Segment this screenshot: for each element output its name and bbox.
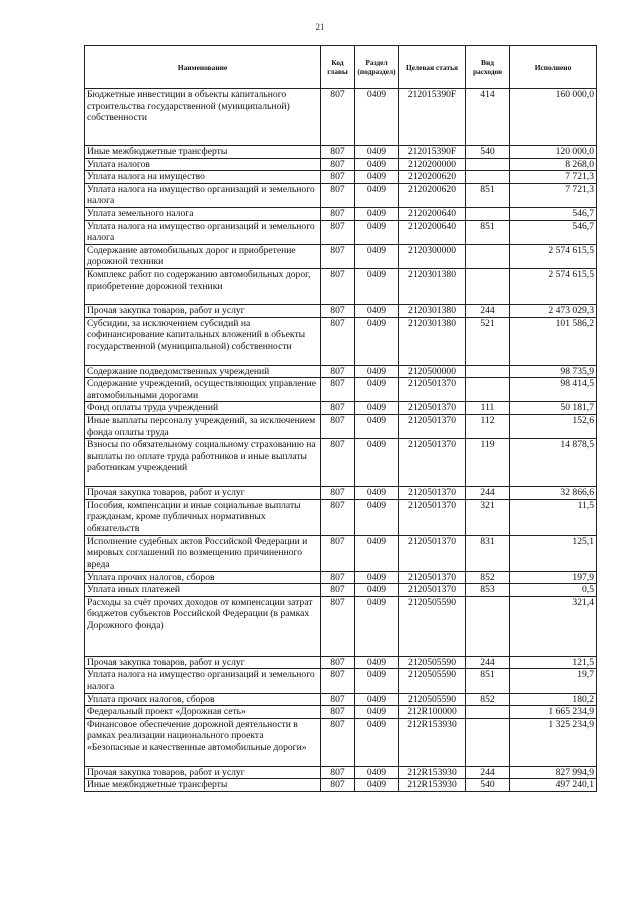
- cell-target: 2120501370: [399, 584, 466, 597]
- cell-name: Финансовое обеспечение дорожной деятельности в рамках реализации национального проекта «Безопасные и качественные автомобильные дороги»: [85, 718, 321, 766]
- cell-done: 7 721,3: [510, 183, 597, 207]
- cell-code: 807: [321, 378, 355, 402]
- table-row: [85, 656, 597, 669]
- cell-name: Уплата налога на имущество организаций и земельного налога: [85, 669, 321, 693]
- cell-done: 2 574 615,5: [510, 268, 597, 304]
- cell-target: 212015390F: [399, 146, 466, 159]
- cell-name: Уплата налога на имущество: [85, 171, 321, 184]
- cell-done: 11,5: [510, 499, 597, 535]
- cell-done: 1 325 234,9: [510, 718, 597, 766]
- cell-kind: [466, 244, 510, 268]
- cell-code: 807: [321, 439, 355, 487]
- cell-name: Содержание подведомственных учреждений: [85, 365, 321, 378]
- cell-name: Исполнение судебных актов Российской Федерации и мировых соглашений по возмещению причиненного вреда: [85, 535, 321, 571]
- cell-done: 497 240,1: [510, 779, 597, 792]
- cell-kind: [466, 207, 510, 220]
- cell-done: 98 735,9: [510, 365, 597, 378]
- cell-section: 0409: [355, 378, 399, 402]
- table-body: [85, 89, 597, 792]
- cell-target: 2120301380: [399, 268, 466, 304]
- cell-section: 0409: [355, 487, 399, 500]
- table-row: [85, 669, 597, 693]
- table-row: [85, 158, 597, 171]
- cell-code: 807: [321, 656, 355, 669]
- cell-name: Субсидии, за исключением субсидий на софинансирование капитальных вложений в объекты государственной (муниципальной) собственности: [85, 317, 321, 365]
- cell-target: 2120501370: [399, 487, 466, 500]
- table-row: [85, 571, 597, 584]
- cell-target: 2120505590: [399, 656, 466, 669]
- cell-section: 0409: [355, 693, 399, 706]
- cell-target: 212R153930: [399, 766, 466, 779]
- cell-name: Уплата прочих налогов, сборов: [85, 693, 321, 706]
- cell-section: 0409: [355, 89, 399, 146]
- cell-target: 2120501370: [399, 571, 466, 584]
- cell-kind: 244: [466, 656, 510, 669]
- header-section: Раздел (подраздел): [355, 46, 399, 89]
- cell-done: 98 414,5: [510, 378, 597, 402]
- cell-target: 2120301380: [399, 304, 466, 317]
- cell-code: 807: [321, 718, 355, 766]
- cell-kind: 852: [466, 571, 510, 584]
- cell-name: Расходы за счёт прочих доходов от компенсации затрат бюджетов субъектов Российской Федерации (в рамках Дорожного фонда): [85, 596, 321, 656]
- cell-done: 8 268,0: [510, 158, 597, 171]
- cell-kind: [466, 171, 510, 184]
- cell-kind: [466, 158, 510, 171]
- cell-target: 2120200000: [399, 158, 466, 171]
- cell-section: 0409: [355, 304, 399, 317]
- cell-code: 807: [321, 402, 355, 415]
- table-row: [85, 706, 597, 719]
- cell-target: 2120500000: [399, 365, 466, 378]
- cell-done: 19,7: [510, 669, 597, 693]
- cell-done: 125,1: [510, 535, 597, 571]
- cell-name: Уплата налога на имущество организаций и земельного налога: [85, 183, 321, 207]
- cell-name: Бюджетные инвестиции в объекты капитального строительства государственной (муниципальной) собственности: [85, 89, 321, 146]
- cell-section: 0409: [355, 766, 399, 779]
- cell-section: 0409: [355, 584, 399, 597]
- cell-target: 2120200620: [399, 183, 466, 207]
- cell-kind: 852: [466, 693, 510, 706]
- cell-section: 0409: [355, 244, 399, 268]
- cell-section: 0409: [355, 158, 399, 171]
- header-kind: Вид расходов: [466, 46, 510, 89]
- cell-name: Прочая закупка товаров, работ и услуг: [85, 656, 321, 669]
- cell-kind: 112: [466, 414, 510, 438]
- cell-code: 807: [321, 317, 355, 365]
- cell-kind: 521: [466, 317, 510, 365]
- cell-section: 0409: [355, 718, 399, 766]
- table-row: [85, 183, 597, 207]
- cell-done: 1 665 234,9: [510, 706, 597, 719]
- cell-kind: 414: [466, 89, 510, 146]
- cell-section: 0409: [355, 414, 399, 438]
- budget-table: [84, 45, 597, 792]
- cell-target: 212015390F: [399, 89, 466, 146]
- table-row: [85, 414, 597, 438]
- cell-section: 0409: [355, 365, 399, 378]
- header-code: Код главы: [321, 46, 355, 89]
- cell-kind: 244: [466, 304, 510, 317]
- cell-name: Прочая закупка товаров, работ и услуг: [85, 304, 321, 317]
- table-row: [85, 779, 597, 792]
- cell-section: 0409: [355, 146, 399, 159]
- cell-target: 2120505590: [399, 693, 466, 706]
- cell-target: 2120501370: [399, 402, 466, 415]
- cell-code: 807: [321, 766, 355, 779]
- table-row: [85, 535, 597, 571]
- cell-done: 197,9: [510, 571, 597, 584]
- cell-done: 101 586,2: [510, 317, 597, 365]
- cell-kind: [466, 365, 510, 378]
- cell-target: 2120501370: [399, 535, 466, 571]
- cell-code: 807: [321, 171, 355, 184]
- table-row: [85, 718, 597, 766]
- cell-kind: [466, 718, 510, 766]
- cell-done: 120 000,0: [510, 146, 597, 159]
- cell-name: Прочая закупка товаров, работ и услуг: [85, 766, 321, 779]
- table-row: [85, 207, 597, 220]
- table-row: [85, 499, 597, 535]
- cell-section: 0409: [355, 268, 399, 304]
- cell-target: 2120300000: [399, 244, 466, 268]
- cell-done: 50 181,7: [510, 402, 597, 415]
- cell-code: 807: [321, 414, 355, 438]
- cell-code: 807: [321, 207, 355, 220]
- cell-code: 807: [321, 693, 355, 706]
- cell-name: Комплекс работ по содержанию автомобильных дорог, приобретение дорожной техники: [85, 268, 321, 304]
- cell-target: 2120505590: [399, 596, 466, 656]
- cell-code: 807: [321, 535, 355, 571]
- cell-done: 160 000,0: [510, 89, 597, 146]
- cell-name: Иные межбюджетные трансферты: [85, 146, 321, 159]
- cell-target: 212R100000: [399, 706, 466, 719]
- cell-kind: 540: [466, 146, 510, 159]
- cell-section: 0409: [355, 183, 399, 207]
- table-row: [85, 220, 597, 244]
- header-target: Целевая статья: [399, 46, 466, 89]
- cell-kind: [466, 268, 510, 304]
- cell-code: 807: [321, 365, 355, 378]
- cell-kind: [466, 706, 510, 719]
- cell-code: 807: [321, 571, 355, 584]
- cell-done: 180,2: [510, 693, 597, 706]
- cell-code: 807: [321, 89, 355, 146]
- table-row: [85, 596, 597, 656]
- cell-name: Прочая закупка товаров, работ и услуг: [85, 487, 321, 500]
- cell-section: 0409: [355, 439, 399, 487]
- cell-kind: 831: [466, 535, 510, 571]
- cell-done: 7 721,3: [510, 171, 597, 184]
- cell-code: 807: [321, 304, 355, 317]
- cell-name: Содержание автомобильных дорог и приобретение дорожной техники: [85, 244, 321, 268]
- cell-name: Уплата прочих налогов, сборов: [85, 571, 321, 584]
- cell-section: 0409: [355, 207, 399, 220]
- cell-kind: 851: [466, 669, 510, 693]
- header-done: Исполнено: [510, 46, 597, 89]
- cell-target: 212R153930: [399, 779, 466, 792]
- cell-code: 807: [321, 669, 355, 693]
- cell-section: 0409: [355, 402, 399, 415]
- cell-section: 0409: [355, 535, 399, 571]
- cell-code: 807: [321, 268, 355, 304]
- cell-kind: 853: [466, 584, 510, 597]
- table-row: [85, 244, 597, 268]
- cell-target: 212R153930: [399, 718, 466, 766]
- cell-target: 2120200620: [399, 171, 466, 184]
- cell-kind: 321: [466, 499, 510, 535]
- cell-done: 14 878,5: [510, 439, 597, 487]
- cell-section: 0409: [355, 317, 399, 365]
- table-row: [85, 365, 597, 378]
- cell-code: 807: [321, 220, 355, 244]
- cell-done: 32 866,6: [510, 487, 597, 500]
- cell-target: 2120200640: [399, 207, 466, 220]
- cell-kind: 111: [466, 402, 510, 415]
- cell-target: 2120301380: [399, 317, 466, 365]
- cell-done: 2 473 029,3: [510, 304, 597, 317]
- cell-code: 807: [321, 779, 355, 792]
- cell-code: 807: [321, 596, 355, 656]
- cell-section: 0409: [355, 779, 399, 792]
- cell-section: 0409: [355, 656, 399, 669]
- cell-name: Взносы по обязательному социальному страхованию на выплаты по оплате труда работников и иные выплаты работникам учреждений: [85, 439, 321, 487]
- table-row: [85, 146, 597, 159]
- cell-kind: 244: [466, 487, 510, 500]
- cell-code: 807: [321, 499, 355, 535]
- cell-kind: 851: [466, 220, 510, 244]
- cell-name: Федеральный проект «Дорожная сеть»: [85, 706, 321, 719]
- cell-target: 2120505590: [399, 669, 466, 693]
- header-name: Наименование: [85, 46, 321, 89]
- cell-done: 321,4: [510, 596, 597, 656]
- cell-target: 2120501370: [399, 414, 466, 438]
- cell-code: 807: [321, 706, 355, 719]
- page-number: 21: [315, 22, 325, 32]
- cell-section: 0409: [355, 171, 399, 184]
- cell-code: 807: [321, 158, 355, 171]
- table-row: [85, 584, 597, 597]
- cell-name: Иные выплаты персоналу учреждений, за исключением фонда оплаты труда: [85, 414, 321, 438]
- cell-section: 0409: [355, 571, 399, 584]
- cell-kind: 119: [466, 439, 510, 487]
- cell-section: 0409: [355, 596, 399, 656]
- cell-done: 546,7: [510, 220, 597, 244]
- cell-section: 0409: [355, 499, 399, 535]
- cell-name: Уплата налогов: [85, 158, 321, 171]
- table-row: [85, 268, 597, 304]
- cell-done: 2 574 615,5: [510, 244, 597, 268]
- cell-kind: 244: [466, 766, 510, 779]
- cell-section: 0409: [355, 669, 399, 693]
- cell-kind: 540: [466, 779, 510, 792]
- cell-target: 2120501370: [399, 378, 466, 402]
- cell-done: 0,5: [510, 584, 597, 597]
- cell-name: Пособия, компенсации и иные социальные выплаты гражданам, кроме публичных нормативных обязательств: [85, 499, 321, 535]
- table-row: [85, 402, 597, 415]
- cell-done: 827 994,9: [510, 766, 597, 779]
- cell-name: Иные межбюджетные трансферты: [85, 779, 321, 792]
- cell-code: 807: [321, 183, 355, 207]
- table-row: [85, 89, 597, 146]
- table-row: [85, 766, 597, 779]
- cell-done: 546,7: [510, 207, 597, 220]
- table-row: [85, 487, 597, 500]
- cell-done: 121,5: [510, 656, 597, 669]
- cell-section: 0409: [355, 220, 399, 244]
- cell-target: 2120501370: [399, 499, 466, 535]
- table-row: [85, 317, 597, 365]
- cell-done: 152,6: [510, 414, 597, 438]
- table-row: [85, 171, 597, 184]
- cell-code: 807: [321, 584, 355, 597]
- cell-name: Уплата налога на имущество организаций и земельного налога: [85, 220, 321, 244]
- cell-code: 807: [321, 146, 355, 159]
- table-header-row: [85, 46, 597, 89]
- table-row: [85, 304, 597, 317]
- cell-target: 2120501370: [399, 439, 466, 487]
- cell-code: 807: [321, 487, 355, 500]
- cell-kind: [466, 378, 510, 402]
- table-row: [85, 693, 597, 706]
- table-row: [85, 439, 597, 487]
- table-row: [85, 378, 597, 402]
- cell-name: Уплата земельного налога: [85, 207, 321, 220]
- cell-name: Содержание учреждений, осуществляющих управление автомобильными дорогами: [85, 378, 321, 402]
- cell-name: Уплата иных платежей: [85, 584, 321, 597]
- cell-kind: [466, 596, 510, 656]
- cell-section: 0409: [355, 706, 399, 719]
- cell-kind: 851: [466, 183, 510, 207]
- cell-code: 807: [321, 244, 355, 268]
- cell-target: 2120200640: [399, 220, 466, 244]
- cell-name: Фонд оплаты труда учреждений: [85, 402, 321, 415]
